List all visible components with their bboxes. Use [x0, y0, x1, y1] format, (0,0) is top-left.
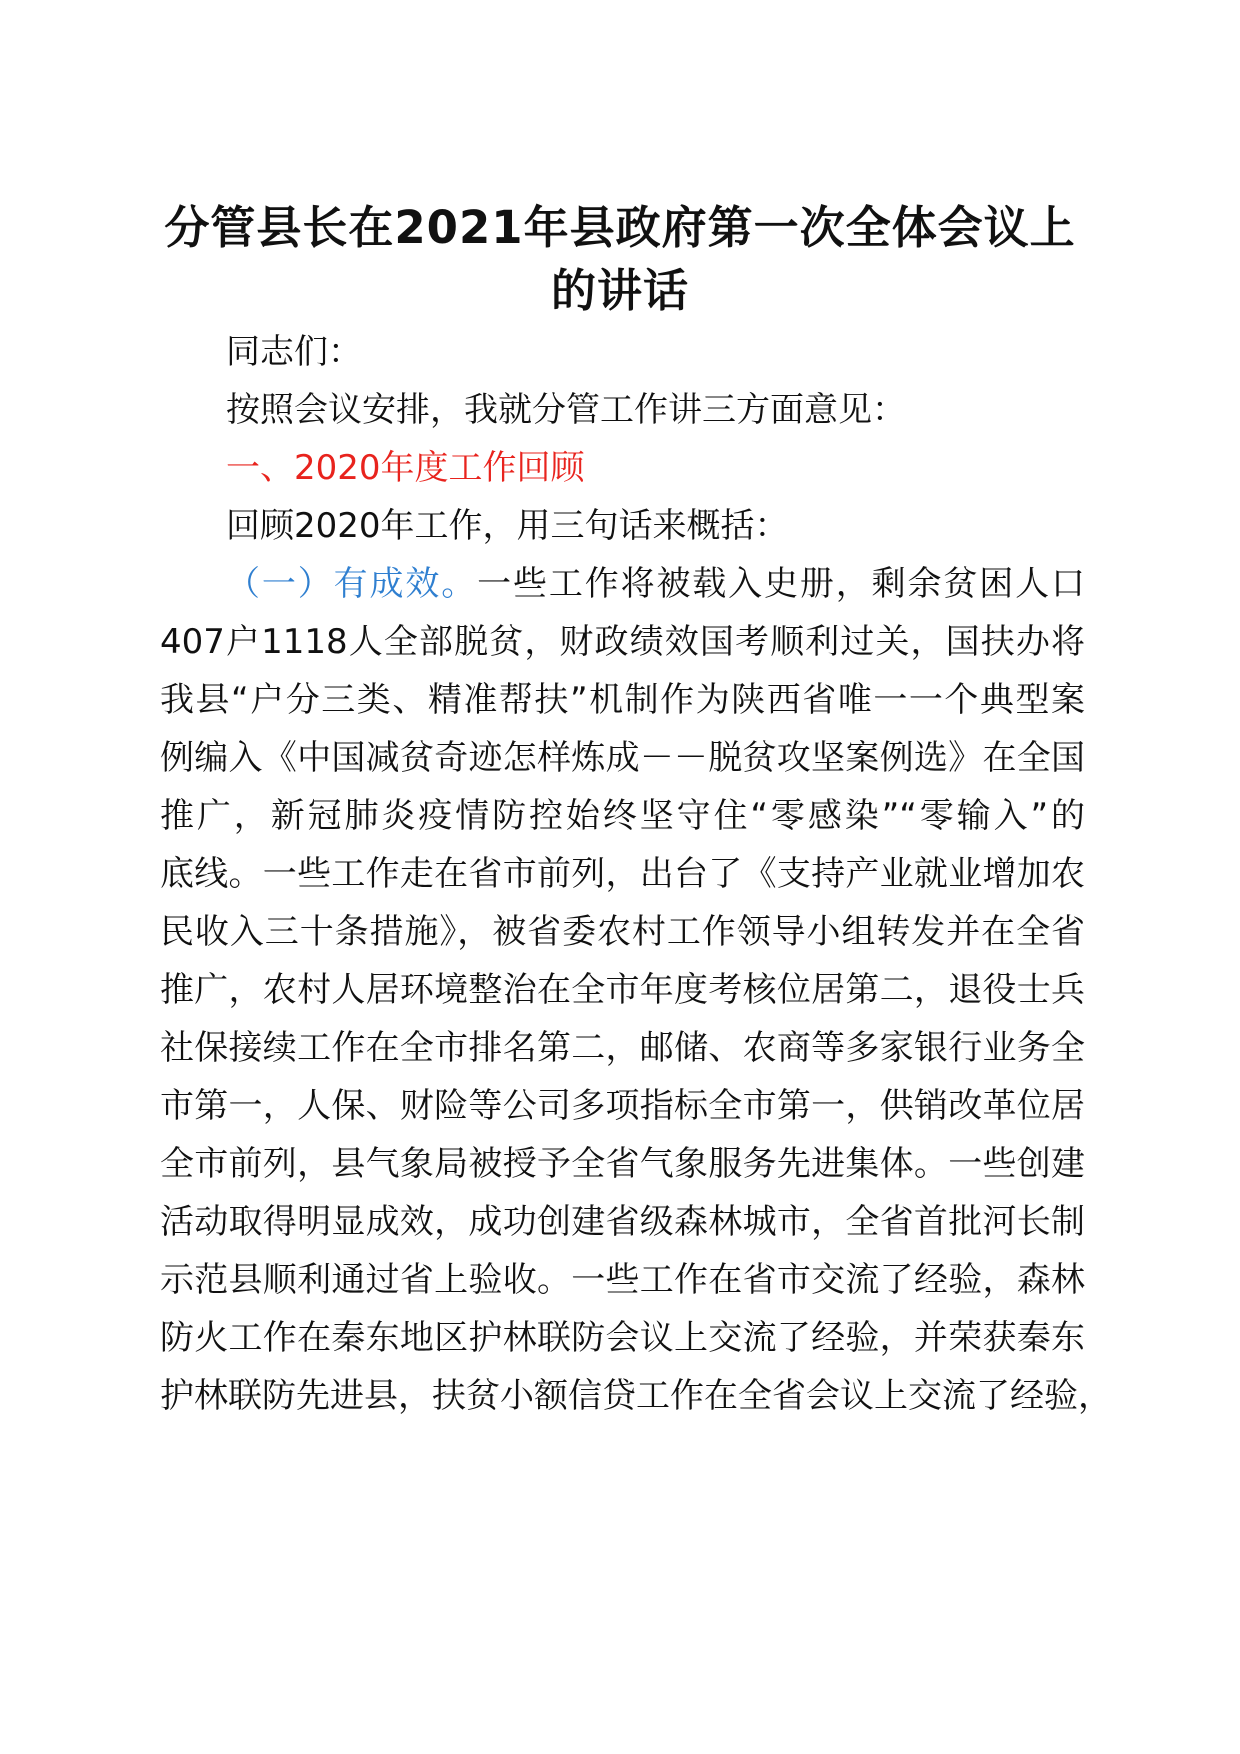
intro-paragraph: 按照会议安排，我就分管工作讲三方面意见：	[226, 390, 906, 430]
body-line: 活动取得明显成效，成功创建省级森林城市，全省首批河长制	[160, 1202, 1085, 1242]
title-line-2: 的讲话	[550, 264, 689, 317]
body-line: 市第一，人保、财险等公司多项指标全市第一，供销改革位居	[160, 1086, 1085, 1126]
body-line: 示范县顺利通过省上验收。一些工作在省市交流了经验，森林	[160, 1260, 1085, 1300]
body-line: 例编入《中国减贫奇迹怎样炼成－－脱贫攻坚案例选》在全国	[160, 738, 1085, 778]
body-line: 推广，新冠肺炎疫情防控始终坚守住“零感染”“零输入”的	[160, 796, 1085, 836]
body-line: 407户1118人全部脱贫，财政绩效国考顺利过关，国扶办将	[160, 622, 1085, 662]
document-title	[150, 196, 1090, 322]
body-text: 一些工作将被载入史册，剩余贫困人口	[477, 564, 1086, 604]
body-line: 社保接续工作在全市排名第二，邮储、农商等多家银行业务全	[160, 1028, 1085, 1068]
review-lead: 回顾2020年工作，用三句话来概括：	[226, 506, 789, 546]
subsection-heading-1: （一）有成效。	[226, 564, 478, 604]
body-line: 推广，农村人居环境整治在全市年度考核位居第二，退役士兵	[160, 970, 1085, 1010]
body-line: 全市前列，县气象局被授予全省气象服务先进集体。一些创建	[160, 1144, 1085, 1184]
body-line: 护林联防先进县，扶贫小额信贷工作在全省会议上交流了经验，	[160, 1376, 1112, 1416]
salutation: 同志们：	[226, 332, 362, 372]
title-line-1: 分管县长在2021年县政府第一次全体会议上	[164, 201, 1076, 254]
body-line: 我县“户分三类、精准帮扶”机制作为陕西省唯一一个典型案	[160, 680, 1085, 720]
body-line: 底线。一些工作走在省市前列，出台了《支持产业就业增加农	[160, 854, 1085, 894]
body-line: 防火工作在秦东地区护林联防会议上交流了经验，并荣获秦东	[160, 1318, 1085, 1358]
body-line: 民收入三十条措施》，被省委农村工作领导小组转发并在全省	[160, 912, 1085, 952]
section-heading-1: 一、2020年度工作回顾	[226, 448, 585, 488]
paragraph-line	[226, 564, 1085, 604]
